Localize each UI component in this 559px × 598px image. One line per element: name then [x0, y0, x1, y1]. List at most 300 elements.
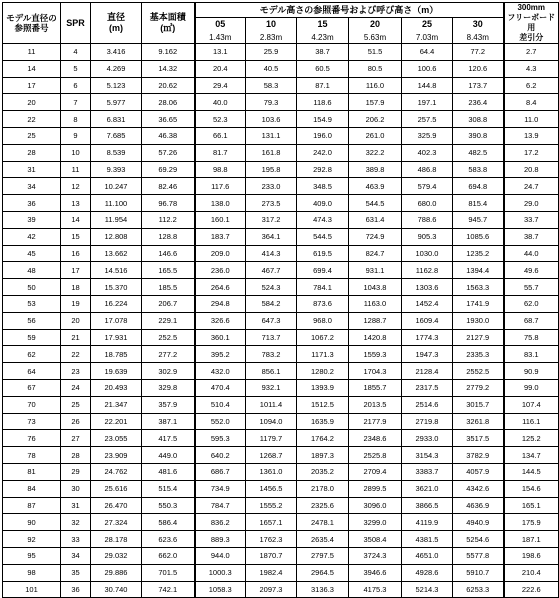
table-row: [3, 463, 559, 480]
table-row: [3, 60, 559, 77]
cell-spr: 22: [61, 346, 91, 363]
cell-spr: 8: [61, 111, 91, 128]
cell-spr: 31: [61, 497, 91, 514]
cell-model-ref: 56: [3, 312, 61, 329]
cell-volume-20: 724.9: [349, 228, 402, 245]
header-freeboard: 300mm フリーボード用 差引分: [504, 3, 559, 44]
cell-diameter: 9.393: [91, 161, 142, 178]
cell-freeboard: 68.7: [504, 312, 559, 329]
cell-model-ref: 22: [3, 111, 61, 128]
cell-diameter: 4.269: [91, 60, 142, 77]
cell-base-area: 586.4: [142, 514, 195, 531]
cell-volume-20: 3299.0: [349, 514, 402, 531]
cell-diameter: 5.977: [91, 94, 142, 111]
cell-diameter: 30.740: [91, 581, 142, 598]
cell-volume-25: 1947.3: [402, 346, 453, 363]
cell-volume-25: 1774.3: [402, 329, 453, 346]
cell-diameter: 11.954: [91, 211, 142, 228]
table-row: [3, 547, 559, 564]
cell-volume-30: 1235.2: [453, 245, 504, 262]
height-ref-05: 05: [195, 18, 246, 32]
cell-volume-20: 3508.4: [349, 531, 402, 548]
header-model-height-group: モデル高さの参照番号および呼び高さ（m）: [195, 3, 504, 18]
cell-base-area: 112.2: [142, 211, 195, 228]
cell-freeboard: 24.7: [504, 178, 559, 195]
cell-volume-25: 3383.7: [402, 463, 453, 480]
cell-spr: 19: [61, 295, 91, 312]
cell-volume-05: 552.0: [195, 413, 246, 430]
cell-volume-20: 2899.5: [349, 480, 402, 497]
cell-volume-25: 64.4: [402, 44, 453, 61]
cell-volume-20: 463.9: [349, 178, 402, 195]
cell-volume-30: 173.7: [453, 77, 504, 94]
cell-volume-15: 87.1: [297, 77, 349, 94]
cell-volume-10: 1094.0: [246, 413, 297, 430]
cell-base-area: 128.8: [142, 228, 195, 245]
cell-volume-10: 1011.4: [246, 396, 297, 413]
cell-base-area: 515.4: [142, 480, 195, 497]
cell-freeboard: 90.9: [504, 363, 559, 380]
cell-model-ref: 17: [3, 77, 61, 94]
table-row: [3, 379, 559, 396]
cell-volume-15: 2035.2: [297, 463, 349, 480]
cell-base-area: 82.46: [142, 178, 195, 195]
cell-freeboard: 107.4: [504, 396, 559, 413]
table-row: [3, 111, 559, 128]
cell-freeboard: 116.1: [504, 413, 559, 430]
table-row: [3, 531, 559, 548]
cell-model-ref: 90: [3, 514, 61, 531]
cell-volume-20: 322.2: [349, 144, 402, 161]
table-container: [2, 2, 556, 598]
cell-volume-15: 2478.1: [297, 514, 349, 531]
cell-base-area: 206.7: [142, 295, 195, 312]
cell-freeboard: 134.7: [504, 447, 559, 464]
cell-volume-10: 1555.2: [246, 497, 297, 514]
cell-volume-15: 1635.9: [297, 413, 349, 430]
cell-volume-15: 2635.4: [297, 531, 349, 548]
cell-volume-20: 80.5: [349, 60, 402, 77]
cell-diameter: 26.470: [91, 497, 142, 514]
cell-volume-10: 414.3: [246, 245, 297, 262]
cell-volume-20: 931.1: [349, 262, 402, 279]
cell-volume-10: 1762.3: [246, 531, 297, 548]
cell-freeboard: 44.0: [504, 245, 559, 262]
cell-volume-25: 5214.3: [402, 581, 453, 598]
table-row: [3, 480, 559, 497]
cell-model-ref: 92: [3, 531, 61, 548]
height-value-15: 4.23m: [297, 32, 349, 44]
cell-volume-10: 1982.4: [246, 564, 297, 581]
cell-diameter: 10.247: [91, 178, 142, 195]
cell-diameter: 7.685: [91, 127, 142, 144]
cell-volume-20: 2348.6: [349, 430, 402, 447]
cell-freeboard: 62.0: [504, 295, 559, 312]
header-model-ref: モデル直径の参照番号: [3, 3, 61, 44]
cell-freeboard: 4.3: [504, 60, 559, 77]
cell-model-ref: 14: [3, 60, 61, 77]
cell-model-ref: 95: [3, 547, 61, 564]
cell-volume-30: 6253.3: [453, 581, 504, 598]
cell-volume-15: 38.7: [297, 44, 349, 61]
cell-model-ref: 73: [3, 413, 61, 430]
cell-volume-05: 160.1: [195, 211, 246, 228]
cell-base-area: 146.6: [142, 245, 195, 262]
cell-model-ref: 101: [3, 581, 61, 598]
cell-volume-20: 1163.0: [349, 295, 402, 312]
cell-volume-15: 474.3: [297, 211, 349, 228]
cell-volume-30: 3261.8: [453, 413, 504, 430]
cell-volume-30: 2779.2: [453, 379, 504, 396]
cell-base-area: 662.0: [142, 547, 195, 564]
cell-volume-15: 1067.2: [297, 329, 349, 346]
cell-volume-30: 4342.6: [453, 480, 504, 497]
height-ref-30: 30: [453, 18, 504, 32]
cell-diameter: 18.785: [91, 346, 142, 363]
table-row: [3, 497, 559, 514]
cell-diameter: 8.539: [91, 144, 142, 161]
cell-volume-30: 308.8: [453, 111, 504, 128]
cell-freeboard: 29.0: [504, 195, 559, 212]
cell-base-area: 449.0: [142, 447, 195, 464]
cell-volume-10: 2097.3: [246, 581, 297, 598]
cell-volume-05: 889.3: [195, 531, 246, 548]
cell-spr: 28: [61, 447, 91, 464]
cell-freeboard: 125.2: [504, 430, 559, 447]
cell-volume-20: 3096.0: [349, 497, 402, 514]
cell-diameter: 21.347: [91, 396, 142, 413]
cell-base-area: 14.32: [142, 60, 195, 77]
cell-volume-05: 510.4: [195, 396, 246, 413]
cell-spr: 17: [61, 262, 91, 279]
cell-volume-15: 544.5: [297, 228, 349, 245]
cell-volume-20: 3946.6: [349, 564, 402, 581]
cell-volume-20: 51.5: [349, 44, 402, 61]
cell-volume-05: 20.4: [195, 60, 246, 77]
cell-freeboard: 8.4: [504, 94, 559, 111]
height-value-30: 8.43m: [453, 32, 504, 44]
cell-volume-25: 100.6: [402, 60, 453, 77]
cell-model-ref: 48: [3, 262, 61, 279]
cell-spr: 25: [61, 396, 91, 413]
cell-volume-05: 734.9: [195, 480, 246, 497]
height-ref-10: 10: [246, 18, 297, 32]
cell-volume-15: 3136.3: [297, 581, 349, 598]
cell-volume-05: 29.4: [195, 77, 246, 94]
cell-volume-05: 294.8: [195, 295, 246, 312]
header-spr: SPR: [61, 3, 91, 44]
cell-volume-10: 1179.7: [246, 430, 297, 447]
cell-freeboard: 13.9: [504, 127, 559, 144]
cell-model-ref: 34: [3, 178, 61, 195]
cell-volume-10: 713.7: [246, 329, 297, 346]
cell-spr: 6: [61, 77, 91, 94]
cell-volume-05: 470.4: [195, 379, 246, 396]
header-diameter: 直径 (m): [91, 3, 142, 44]
cell-volume-25: 1609.4: [402, 312, 453, 329]
cell-spr: 18: [61, 279, 91, 296]
cell-volume-25: 144.8: [402, 77, 453, 94]
cell-volume-20: 1559.3: [349, 346, 402, 363]
cell-base-area: 20.62: [142, 77, 195, 94]
cell-diameter: 22.201: [91, 413, 142, 430]
cell-model-ref: 39: [3, 211, 61, 228]
cell-base-area: 357.9: [142, 396, 195, 413]
cell-diameter: 11.100: [91, 195, 142, 212]
cell-model-ref: 84: [3, 480, 61, 497]
table-row: [3, 329, 559, 346]
cell-volume-05: 686.7: [195, 463, 246, 480]
cell-spr: 34: [61, 547, 91, 564]
cell-volume-25: 402.3: [402, 144, 453, 161]
cell-volume-20: 544.5: [349, 195, 402, 212]
cell-volume-15: 60.5: [297, 60, 349, 77]
cell-volume-10: 195.8: [246, 161, 297, 178]
cell-volume-05: 13.1: [195, 44, 246, 61]
cell-freeboard: 2.7: [504, 44, 559, 61]
cell-base-area: 742.1: [142, 581, 195, 598]
cell-freeboard: 187.1: [504, 531, 559, 548]
cell-volume-25: 4381.5: [402, 531, 453, 548]
cell-volume-05: 595.3: [195, 430, 246, 447]
cell-volume-10: 131.1: [246, 127, 297, 144]
cell-model-ref: 28: [3, 144, 61, 161]
cell-volume-20: 631.4: [349, 211, 402, 228]
cell-volume-15: 2964.5: [297, 564, 349, 581]
cell-model-ref: 53: [3, 295, 61, 312]
cell-spr: 21: [61, 329, 91, 346]
cell-volume-10: 524.3: [246, 279, 297, 296]
cell-volume-05: 209.0: [195, 245, 246, 262]
table-row: [3, 312, 559, 329]
table-row: [3, 295, 559, 312]
cell-diameter: 16.224: [91, 295, 142, 312]
cell-model-ref: 42: [3, 228, 61, 245]
cell-volume-25: 2719.8: [402, 413, 453, 430]
cell-model-ref: 67: [3, 379, 61, 396]
cell-spr: 10: [61, 144, 91, 161]
cell-volume-05: 264.6: [195, 279, 246, 296]
cell-model-ref: 98: [3, 564, 61, 581]
height-ref-25: 25: [402, 18, 453, 32]
cell-volume-15: 154.9: [297, 111, 349, 128]
cell-model-ref: 64: [3, 363, 61, 380]
cell-model-ref: 11: [3, 44, 61, 61]
cell-base-area: 277.2: [142, 346, 195, 363]
cell-base-area: 36.65: [142, 111, 195, 128]
cell-freeboard: 33.7: [504, 211, 559, 228]
cell-volume-30: 3782.9: [453, 447, 504, 464]
cell-volume-10: 40.5: [246, 60, 297, 77]
cell-volume-30: 1741.9: [453, 295, 504, 312]
cell-volume-30: 4940.9: [453, 514, 504, 531]
cell-volume-30: 5254.6: [453, 531, 504, 548]
cell-volume-05: 836.2: [195, 514, 246, 531]
cell-volume-30: 3517.5: [453, 430, 504, 447]
cell-volume-05: 52.3: [195, 111, 246, 128]
cell-volume-15: 242.0: [297, 144, 349, 161]
cell-freeboard: 75.8: [504, 329, 559, 346]
cell-volume-15: 118.6: [297, 94, 349, 111]
cell-volume-15: 1393.9: [297, 379, 349, 396]
table-row: [3, 245, 559, 262]
cell-base-area: 417.5: [142, 430, 195, 447]
table-row: [3, 396, 559, 413]
cell-model-ref: 62: [3, 346, 61, 363]
cell-volume-25: 4928.6: [402, 564, 453, 581]
cell-volume-15: 1171.3: [297, 346, 349, 363]
cell-volume-10: 25.9: [246, 44, 297, 61]
cell-volume-30: 2552.5: [453, 363, 504, 380]
cell-volume-10: 783.2: [246, 346, 297, 363]
cell-diameter: 23.909: [91, 447, 142, 464]
cell-model-ref: 70: [3, 396, 61, 413]
cell-volume-30: 583.8: [453, 161, 504, 178]
cell-volume-30: 4057.9: [453, 463, 504, 480]
cell-freeboard: 6.2: [504, 77, 559, 94]
cell-diameter: 6.831: [91, 111, 142, 128]
cell-volume-15: 1897.3: [297, 447, 349, 464]
cell-base-area: 46.38: [142, 127, 195, 144]
cell-volume-20: 389.8: [349, 161, 402, 178]
cell-spr: 4: [61, 44, 91, 61]
cell-spr: 9: [61, 127, 91, 144]
cell-volume-25: 2933.0: [402, 430, 453, 447]
cell-volume-15: 699.4: [297, 262, 349, 279]
cell-volume-20: 261.0: [349, 127, 402, 144]
cell-volume-20: 4175.3: [349, 581, 402, 598]
cell-spr: 26: [61, 413, 91, 430]
cell-diameter: 25.616: [91, 480, 142, 497]
cell-freeboard: 49.6: [504, 262, 559, 279]
table-row: [3, 44, 559, 61]
cell-volume-25: 2514.6: [402, 396, 453, 413]
cell-freeboard: 20.8: [504, 161, 559, 178]
cell-volume-10: 1268.7: [246, 447, 297, 464]
cell-volume-05: 66.1: [195, 127, 246, 144]
cell-volume-30: 1085.6: [453, 228, 504, 245]
cell-spr: 15: [61, 228, 91, 245]
cell-spr: 14: [61, 211, 91, 228]
cell-volume-15: 619.5: [297, 245, 349, 262]
cell-volume-15: 873.6: [297, 295, 349, 312]
cell-spr: 12: [61, 178, 91, 195]
cell-volume-05: 326.6: [195, 312, 246, 329]
cell-volume-10: 317.2: [246, 211, 297, 228]
cell-volume-05: 40.0: [195, 94, 246, 111]
cell-volume-10: 1361.0: [246, 463, 297, 480]
cell-volume-05: 640.2: [195, 447, 246, 464]
cell-volume-20: 824.7: [349, 245, 402, 262]
cell-freeboard: 99.0: [504, 379, 559, 396]
cell-volume-15: 348.5: [297, 178, 349, 195]
table-row: [3, 178, 559, 195]
cell-diameter: 17.931: [91, 329, 142, 346]
cell-spr: 35: [61, 564, 91, 581]
cell-model-ref: 25: [3, 127, 61, 144]
cell-spr: 16: [61, 245, 91, 262]
cell-volume-25: 486.8: [402, 161, 453, 178]
cell-volume-20: 1704.3: [349, 363, 402, 380]
cell-volume-05: 784.7: [195, 497, 246, 514]
cell-volume-30: 77.2: [453, 44, 504, 61]
cell-diameter: 29.032: [91, 547, 142, 564]
cell-volume-15: 1280.2: [297, 363, 349, 380]
cell-volume-20: 2013.5: [349, 396, 402, 413]
cell-freeboard: 154.6: [504, 480, 559, 497]
cell-volume-25: 1030.0: [402, 245, 453, 262]
cell-volume-30: 2127.9: [453, 329, 504, 346]
cell-volume-25: 4651.0: [402, 547, 453, 564]
cell-base-area: 165.5: [142, 262, 195, 279]
cell-volume-30: 4636.9: [453, 497, 504, 514]
cell-volume-10: 647.3: [246, 312, 297, 329]
cell-base-area: 387.1: [142, 413, 195, 430]
height-value-20: 5.63m: [349, 32, 402, 44]
cell-volume-15: 2178.0: [297, 480, 349, 497]
cell-base-area: 252.5: [142, 329, 195, 346]
cell-base-area: 329.8: [142, 379, 195, 396]
cell-base-area: 302.9: [142, 363, 195, 380]
cell-volume-10: 584.2: [246, 295, 297, 312]
cell-volume-05: 395.2: [195, 346, 246, 363]
cell-volume-30: 945.7: [453, 211, 504, 228]
cell-freeboard: 17.2: [504, 144, 559, 161]
cell-volume-30: 694.8: [453, 178, 504, 195]
table-row: [3, 363, 559, 380]
height-ref-20: 20: [349, 18, 402, 32]
cell-volume-25: 2128.4: [402, 363, 453, 380]
cell-volume-10: 233.0: [246, 178, 297, 195]
cell-volume-25: 325.9: [402, 127, 453, 144]
cell-volume-20: 1288.7: [349, 312, 402, 329]
cell-model-ref: 87: [3, 497, 61, 514]
cell-diameter: 13.662: [91, 245, 142, 262]
cell-diameter: 14.516: [91, 262, 142, 279]
cell-freeboard: 144.5: [504, 463, 559, 480]
table-row: [3, 262, 559, 279]
table-row: [3, 279, 559, 296]
table-header: [3, 3, 559, 44]
cell-spr: 23: [61, 363, 91, 380]
table-row: [3, 447, 559, 464]
cell-freeboard: 175.9: [504, 514, 559, 531]
cell-model-ref: 59: [3, 329, 61, 346]
cell-volume-10: 1456.5: [246, 480, 297, 497]
table-row: [3, 94, 559, 111]
cell-volume-05: 138.0: [195, 195, 246, 212]
table-row: [3, 430, 559, 447]
cell-freeboard: 38.7: [504, 228, 559, 245]
table-row: [3, 514, 559, 531]
cell-diameter: 29.886: [91, 564, 142, 581]
cell-volume-25: 2317.5: [402, 379, 453, 396]
cell-volume-25: 3154.3: [402, 447, 453, 464]
cell-model-ref: 81: [3, 463, 61, 480]
cell-diameter: 12.808: [91, 228, 142, 245]
table-row: [3, 346, 559, 363]
cell-volume-15: 2797.5: [297, 547, 349, 564]
cell-volume-25: 788.6: [402, 211, 453, 228]
cell-volume-30: 236.4: [453, 94, 504, 111]
cell-volume-15: 784.1: [297, 279, 349, 296]
cell-volume-10: 58.3: [246, 77, 297, 94]
cell-volume-15: 1764.2: [297, 430, 349, 447]
height-value-10: 2.83m: [246, 32, 297, 44]
cell-spr: 11: [61, 161, 91, 178]
cell-base-area: 9.162: [142, 44, 195, 61]
cell-model-ref: 76: [3, 430, 61, 447]
